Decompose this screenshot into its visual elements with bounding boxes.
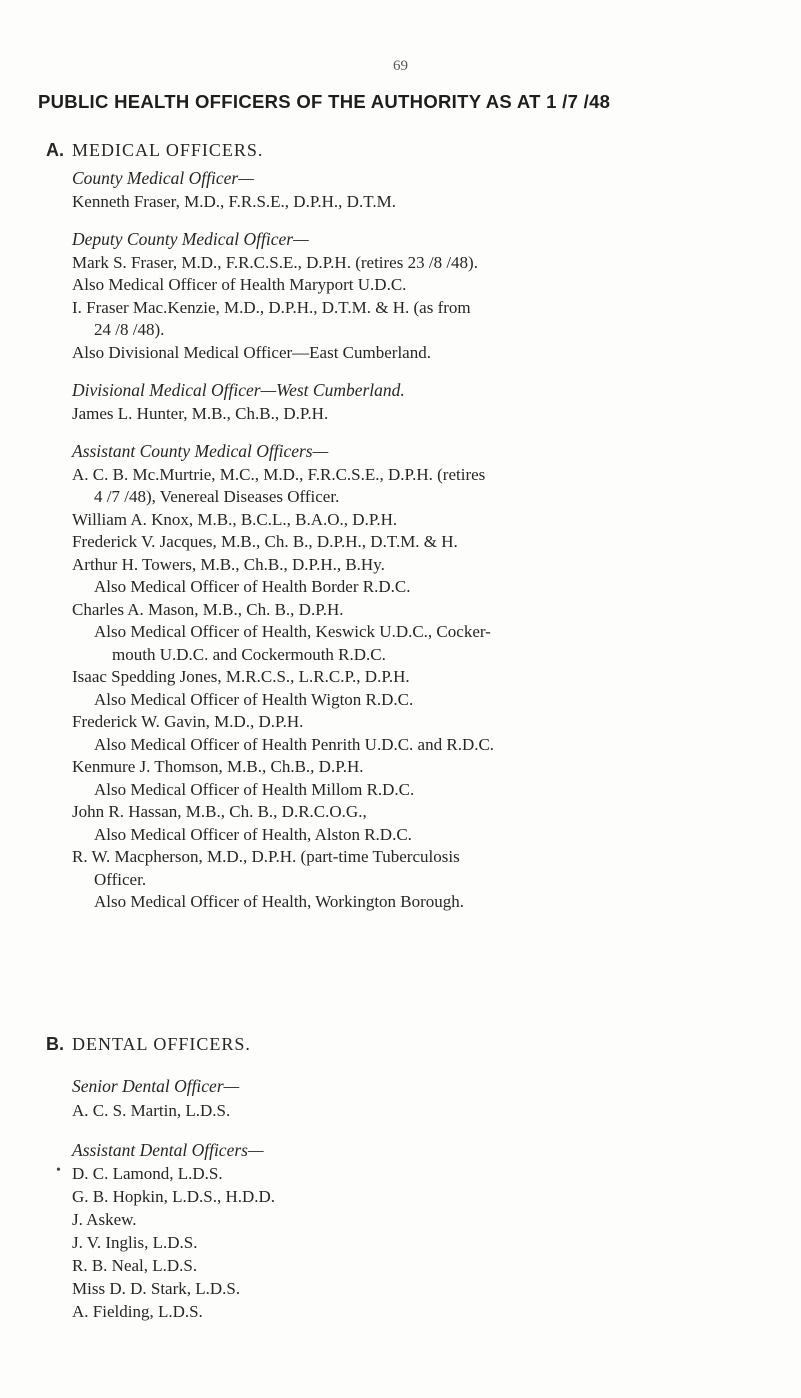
officer-entry: Kenmure J. Thomson, M.B., Ch.B., D.P.H. xyxy=(72,757,364,776)
bullet-mark: • xyxy=(56,1163,61,1178)
officer-entry: D. C. Lamond, L.D.S. xyxy=(72,1164,223,1183)
officer-note-continued: mouth U.D.C. and Cockermouth R.D.C. xyxy=(112,644,386,664)
dental-officer-list xyxy=(56,1162,776,1323)
officer-entry: I. Fraser Mac.Kenzie, M.D., D.P.H., D.T.M. & H. (as from xyxy=(72,297,471,317)
officer-entry: William A. Knox, M.B., B.C.L., B.A.O., D.P.H. xyxy=(72,509,398,529)
officer-entry: Kenneth Fraser, M.D., F.R.S.E., D.P.H., D.T.M. xyxy=(72,191,396,211)
section-heading xyxy=(46,140,776,164)
officer-note: Also Medical Officer of Health Maryport U.D.C. xyxy=(72,275,407,294)
section-dental-officers xyxy=(46,1034,776,1323)
officer-note: Also Divisional Medical Officer—East Cumberland. xyxy=(72,342,431,362)
page-number: 69 xyxy=(393,58,408,74)
officer-entry-continued: 4 /7 /48), Venereal Diseases Officer. xyxy=(94,487,340,506)
officer-entry: Frederick W. Gavin, M.D., D.P.H. xyxy=(72,712,304,731)
officer-entry: J. Askew. xyxy=(72,1210,137,1229)
section-title: MEDICAL OFFICERS. xyxy=(72,140,264,160)
officer-note: Also Medical Officer of Health Millom R.D.C. xyxy=(94,779,415,799)
officer-entry-continued: 24 /8 /48). xyxy=(94,320,165,339)
role-heading: Assistant Dental Officers— xyxy=(72,1139,264,1160)
officer-entry: James L. Hunter, M.B., Ch.B., D.P.H. xyxy=(72,403,329,423)
role-heading: County Medical Officer— xyxy=(72,168,254,188)
role-heading: Senior Dental Officer— xyxy=(72,1076,240,1096)
officer-entry: J. V. Inglis, L.D.S. xyxy=(72,1233,198,1252)
officer-entry-continued: Officer. xyxy=(94,869,147,889)
section-letter: B. xyxy=(46,1034,64,1054)
officer-entry: Miss D. D. Stark, L.D.S. xyxy=(72,1279,241,1298)
officer-note: Also Medical Officer of Health Border R.D.C. xyxy=(94,577,411,596)
role-heading: Assistant County Medical Officers— xyxy=(72,441,329,461)
section-heading xyxy=(46,1034,776,1058)
officer-entry: A. C. B. Mc.Murtrie, M.C., M.D., F.R.C.S.E., D.P.H. (retires xyxy=(72,464,486,484)
officer-entry: Frederick V. Jacques, M.B., Ch. B., D.P.H., D.T.M. & H. xyxy=(72,532,458,551)
page-title: PUBLIC HEALTH OFFICERS OF THE AUTHORITY AS AT 1 /7 /48 xyxy=(38,91,611,112)
officer-entry: A. Fielding, L.D.S. xyxy=(72,1302,203,1321)
officer-entry: Isaac Spedding Jones, M.R.C.S., L.R.C.P., D.P.H. xyxy=(72,667,410,686)
officer-note: Also Medical Officer of Health Wigton R.D.C. xyxy=(94,689,414,709)
officer-note: Also Medical Officer of Health, Keswick U.D.C., Cocker- xyxy=(94,622,491,641)
role-heading: Deputy County Medical Officer— xyxy=(72,229,309,249)
section-medical-officers xyxy=(46,140,776,914)
officer-entry: G. B. Hopkin, L.D.S., H.D.D. xyxy=(72,1187,276,1206)
officer-note: Also Medical Officer of Health, Alston R.D.C. xyxy=(94,824,412,844)
officer-entry: Charles A. Mason, M.B., Ch. B., D.P.H. xyxy=(72,599,344,619)
officer-note: Also Medical Officer of Health, Workington Borough. xyxy=(94,892,465,911)
officer-entry: John R. Hassan, M.B., Ch. B., D.R.C.O.G., xyxy=(72,802,367,821)
officer-entry: R. W. Macpherson, M.D., D.P.H. (part-time Tuberculosis xyxy=(72,847,460,866)
officer-entry: Arthur H. Towers, M.B., Ch.B., D.P.H., B.Hy. xyxy=(72,554,385,574)
officer-entry: R. B. Neal, L.D.S. xyxy=(72,1256,198,1275)
section-letter: A. xyxy=(46,140,64,160)
dental-officers-group xyxy=(56,1074,776,1323)
county-medical-officer-group xyxy=(72,166,776,914)
officer-entry: A. C. S. Martin, L.D.S. xyxy=(72,1100,231,1120)
officer-entry: Mark S. Fraser, M.D., F.R.C.S.E., D.P.H. (retires 23 /8 /48). xyxy=(72,252,478,272)
officer-note: Also Medical Officer of Health Penrith U.D.C. and R.D.C. xyxy=(94,734,495,754)
section-title: DENTAL OFFICERS. xyxy=(72,1034,251,1054)
role-heading: Divisional Medical Officer—West Cumberland. xyxy=(72,380,405,400)
